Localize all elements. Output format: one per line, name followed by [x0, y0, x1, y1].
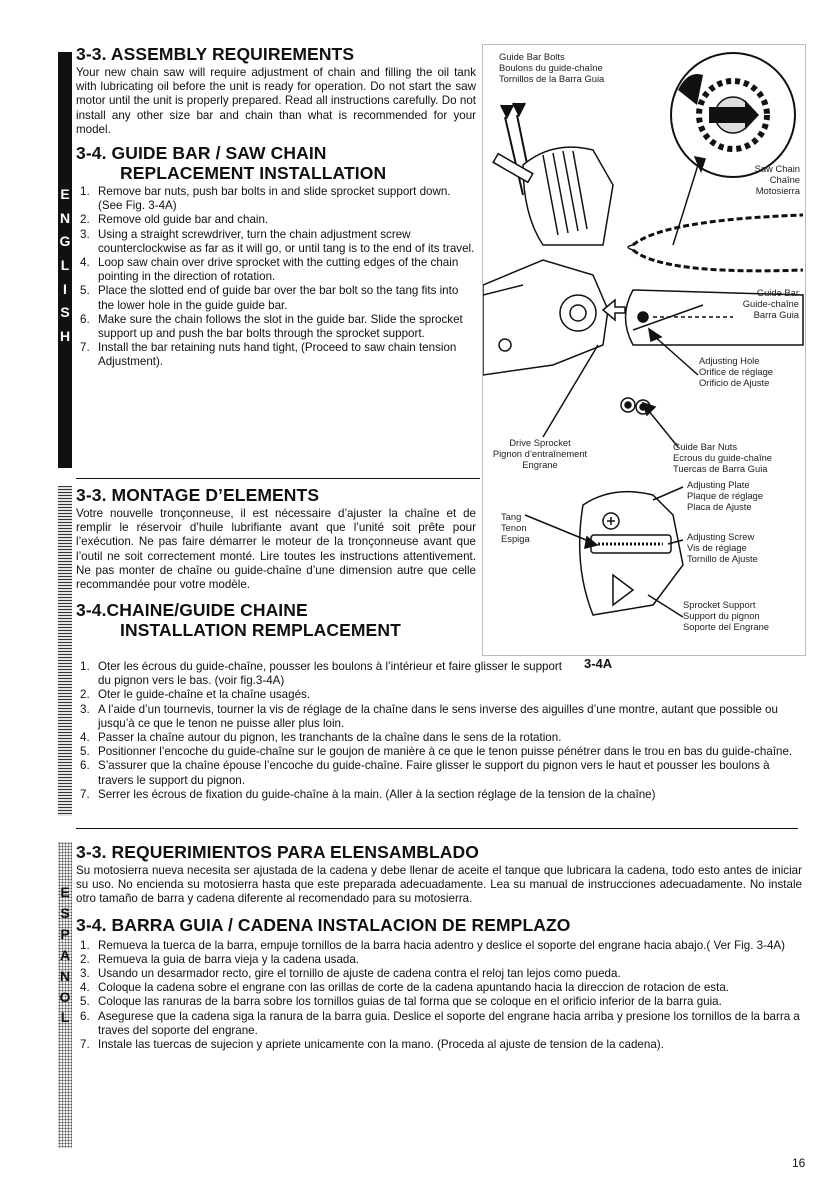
tab-letter: E — [60, 884, 70, 901]
figure-3-4a — [482, 44, 806, 656]
french-language-tab — [58, 486, 72, 816]
step-number: 2. — [80, 688, 90, 702]
label-guide-bar — [713, 287, 799, 320]
list-item — [76, 745, 802, 759]
label-line: Engrane — [522, 459, 558, 470]
label-line: Orifice de réglage — [699, 366, 773, 377]
tab-letter: L — [60, 1009, 70, 1026]
step-text: Oter le guide-chaîne et la chaîne usagés. — [98, 688, 311, 702]
spanish-language-tab — [58, 842, 72, 1148]
list-item — [76, 939, 802, 953]
tab-letter: G — [59, 233, 71, 250]
french-section — [76, 485, 476, 640]
step-number: 3. — [80, 227, 90, 241]
step-number: 4. — [80, 256, 90, 270]
step-text: Positionner l’encoche du guide-chaîne sur le goujon de manière à ce que le tenon puisse pénétrer dans le trou en bas du guide-chaîne. — [98, 745, 793, 759]
list-item — [76, 981, 802, 995]
step-number: 6. — [80, 1009, 90, 1023]
label-line: Drive Sprocket — [509, 437, 571, 448]
label-line: Vis de réglage — [687, 542, 747, 553]
step-number: 7. — [80, 787, 90, 801]
assembly-body-fr: Votre nouvelle tronçonneuse, il est nécessaire d’ajuster la chaîne et de remplir le réservoir d’huile lubrifiante avant que l’unité soit prête pour l’exécution. Ne pas faire démarrer le moteur de la tronçonneuse avant que l’outil ne soit correctement monté. Lire toutes les instructions attentivement. Ne pas monter de chaîne ou guide-chaîne d’une dimension autre que celle recommandée pour votre modèle. — [76, 507, 476, 592]
step-number: 5. — [80, 284, 90, 298]
step-number: 1. — [80, 938, 90, 952]
assembly-body-es: Su motosierra nueva necesita ser ajustada de la cadena y debe llenar de aceite el tanque que lubricara la cadena, todo esto antes de iniciar su uso. No encienda su motosierra hasta que este preparada adecuadamente. Lea su manual de instrucciones adecuadamente. No instale otro tamaño de barra y cadena diferente al recomendado para su motosierra. — [76, 864, 802, 906]
list-item — [76, 688, 802, 702]
step-number: 2. — [80, 952, 90, 966]
label-line: Orificio de Ajuste — [699, 377, 770, 388]
install-heading-en-line1: 3-4. GUIDE BAR / SAW CHAIN — [76, 143, 327, 164]
section-divider — [76, 478, 480, 479]
assembly-heading-en: 3-3. ASSEMBLY REQUIREMENTS — [76, 44, 355, 64]
step-text: Instale las tuercas de sujecion y apriete unicamente con la mano. (Proceda al ajuste de tension de la cadena). — [98, 1038, 664, 1052]
list-item — [76, 1038, 802, 1052]
assembly-heading-fr: 3-3. MONTAGE D’ELEMENTS — [76, 485, 320, 505]
spanish-section — [76, 842, 802, 1052]
label-line: Tenon — [501, 522, 527, 533]
english-section — [76, 44, 476, 370]
step-text: Asegurese que la cadena siga la ranura de la barra guia. Deslice el soporte del engrane hacia arriba y presione los tornillos de la barra a traves del soporte del engrane. — [98, 1009, 800, 1037]
english-language-tab — [58, 52, 72, 468]
label-line: Saw Chain — [754, 163, 800, 174]
step-text: Usando un desarmador recto, gire el tornillo de ajuste de cadena contra el reloj tan lejos como pueda. — [98, 967, 621, 981]
step-text: Using a straight screwdriver, turn the chain adjustment screw counterclockwise as far as it will go, or until tang is to the end of its travel. — [98, 227, 475, 255]
assembly-body-en: Your new chain saw will require adjustment of chain and filling the oil tank with lubricating oil before the unit is ready for operation. Do not start the saw motor until the unit is properly prepared. Read all instructions carefully. Do not install any other size bar and chain than what is recommended for your model. — [76, 66, 476, 136]
install-heading-fr-line1: 3-4.CHAINE/GUIDE CHAINE — [76, 600, 308, 621]
saw-chain-icon — [628, 215, 803, 271]
label-line: Guide-chaîne — [742, 298, 799, 309]
step-number: 4. — [80, 981, 90, 995]
label-line: Adjusting Hole — [699, 355, 760, 366]
list-item — [76, 213, 476, 227]
label-line: Espiga — [501, 533, 530, 544]
install-heading-fr-line2: INSTALLATION REMPLACEMENT — [120, 620, 401, 641]
label-tang — [501, 511, 530, 544]
step-text: Remove bar nuts, push bar bolts in and slide sprocket support down. (See Fig. 3-4A) — [98, 185, 451, 213]
sprocket-cover-icon — [493, 147, 613, 245]
assembly-heading-es: 3-3. REQUERIMIENTOS PARA ELENSAMBLADO — [76, 842, 479, 862]
tab-letter: S — [60, 304, 70, 321]
label-line: Guide Bar — [756, 287, 799, 298]
label-sprocket-support — [683, 599, 769, 632]
step-text: Remove old guide bar and chain. — [98, 213, 269, 227]
install-heading-es: 3-4. BARRA GUIA / CADENA INSTALACION DE REMPLAZO — [76, 914, 571, 935]
step-number: 7. — [80, 1038, 90, 1052]
label-line: Adjusting Screw — [687, 531, 755, 542]
step-text: Place the slotted end of guide bar over the bar bolt so the tang fits into the lower hole in the guide guide bar. — [98, 284, 459, 312]
tab-letter: I — [63, 280, 67, 297]
label-line: Adjusting Plate — [687, 479, 750, 490]
label-guide-bar-nuts — [673, 441, 772, 474]
step-text: Serrer les écrous de fixation du guide-chaîne à la main. (Aller à la section réglage de la tension de la chaîne) — [98, 787, 656, 801]
powerhead-icon — [483, 260, 608, 375]
label-drive-sprocket — [485, 437, 595, 470]
label-line: Soporte del Engrane — [683, 621, 770, 632]
list-item — [76, 703, 802, 731]
step-text: A l’aide d’un tournevis, tourner la vis de réglage de la chaîne dans le sens inverse des aiguilles d’une montre, autant que possible ou jusqu’à ce que le tenon ne puisse aller plus loin. — [98, 702, 778, 730]
step-text: Coloque la cadena sobre el engrane con las orillas de corte de la cadena apuntando hacia la direccion de rotacion de esta. — [98, 981, 729, 995]
install-steps-es — [76, 939, 802, 1053]
step-number: 4. — [80, 731, 90, 745]
tab-letter: S — [60, 905, 70, 922]
step-number: 6. — [80, 312, 90, 326]
step-text: S’assurer que la chaîne épouse l’encoche du guide-chaîne. Faire glisser le support du pignon vers le haut et pousser les boulons à travers le support du pignon. — [98, 759, 770, 787]
section-divider — [76, 828, 798, 829]
sprocket-detail-icon — [671, 53, 795, 177]
step-number: 7. — [80, 341, 90, 355]
tab-letter: L — [60, 256, 70, 273]
label-line: Motosierra — [755, 185, 800, 196]
label-line: Placa de Ajuste — [687, 501, 752, 512]
step-text: Passer la chaîne autour du pignon, les tranchants de la chaîne dans le sens de la rotation. — [98, 731, 562, 745]
label-adjusting-plate — [687, 479, 763, 512]
step-number: 1. — [80, 185, 90, 199]
list-item — [76, 967, 802, 981]
step-text: Make sure the chain follows the slot in the guide bar. Slide the sprocket support up and push the bar bolts through the sprocket support. — [98, 312, 463, 341]
label-line: Pignon d’entraînement — [492, 448, 588, 459]
install-heading-en-line2: REPLACEMENT INSTALLATION — [120, 163, 387, 184]
step-number: 5. — [80, 745, 90, 759]
step-text: Remueva la tuerca de la barra, empuje tornillos de la barra hacia adentro y deslice el soporte del engrane hacia abajo.( Ver Fig. 3-4A) — [98, 938, 785, 952]
label-line: Ecrous du guide-chaîne — [673, 452, 773, 463]
label-line: Chaîne — [769, 174, 800, 185]
tab-letter: A — [59, 946, 71, 963]
list-item — [76, 284, 476, 312]
tab-letter: H — [59, 328, 71, 345]
label-line: Tang — [501, 511, 522, 522]
install-steps-fr — [76, 660, 802, 802]
label-line: Plaque de réglage — [687, 490, 764, 501]
list-item — [76, 759, 802, 787]
install-steps-en — [76, 185, 476, 370]
tab-letter: N — [59, 209, 71, 226]
label-adjusting-hole — [699, 355, 773, 388]
step-text: Coloque las ranuras de la barra sobre los tornillos guias de tal forma que se coloque en el orificio inferior de la barra guia. — [98, 995, 722, 1009]
label-line: Barra Guia — [753, 309, 799, 320]
page-number: 16 — [792, 1156, 806, 1170]
step-text: Oter les écrous du guide-chaîne, pousser les boulons à l’intérieur et faire glisser le support du pignon vers le bas. (voir fig.3-4A) — [98, 660, 562, 688]
label-line: Guide Bar Bolts — [499, 51, 565, 62]
step-number: 2. — [80, 213, 90, 227]
label-line: Guide Bar Nuts — [673, 441, 738, 452]
step-text: Install the bar retaining nuts hand tight, (Proceed to saw chain tension Adjustment). — [98, 341, 457, 369]
list-item — [76, 341, 476, 369]
label-saw-chain — [718, 163, 800, 196]
label-adjusting-screw — [687, 531, 758, 564]
tab-letter: P — [60, 926, 70, 943]
list-item — [76, 731, 802, 745]
step-number: 5. — [80, 995, 90, 1009]
step-number: 6. — [80, 759, 90, 773]
label-line: Tornillo de Ajuste — [687, 553, 758, 564]
list-item — [76, 660, 802, 688]
step-number: 1. — [80, 660, 90, 673]
tab-letter: N — [59, 967, 71, 984]
list-item — [76, 953, 802, 967]
list-item — [76, 1010, 802, 1038]
step-text: Loop saw chain over drive sprocket with the cutting edges of the chain pointing in the direction of rotation. — [98, 256, 459, 284]
label-line: Boulons du guide-chaîne — [499, 62, 603, 73]
list-item — [76, 313, 476, 341]
label-line: Support du pignon — [683, 610, 760, 621]
adjuster-assembly-icon — [525, 487, 683, 617]
figure-caption: 3-4A — [584, 656, 613, 671]
tab-letter: O — [59, 988, 71, 1005]
list-item — [76, 185, 476, 213]
tab-letter: E — [60, 185, 70, 202]
step-text: Remueva la guia de barra vieja y la cadena usada. — [98, 952, 360, 966]
label-line: Sprocket Support — [683, 599, 756, 610]
step-number: 3. — [80, 967, 90, 981]
label-line: Tornillos de la Barra Guia — [499, 73, 605, 84]
list-item — [76, 788, 802, 802]
list-item — [76, 995, 802, 1009]
label-line: Tuercas de Barra Guia — [673, 463, 768, 474]
label-guide-bar-bolts — [499, 51, 604, 84]
list-item — [76, 256, 476, 284]
list-item — [76, 228, 476, 256]
step-number: 3. — [80, 702, 90, 716]
